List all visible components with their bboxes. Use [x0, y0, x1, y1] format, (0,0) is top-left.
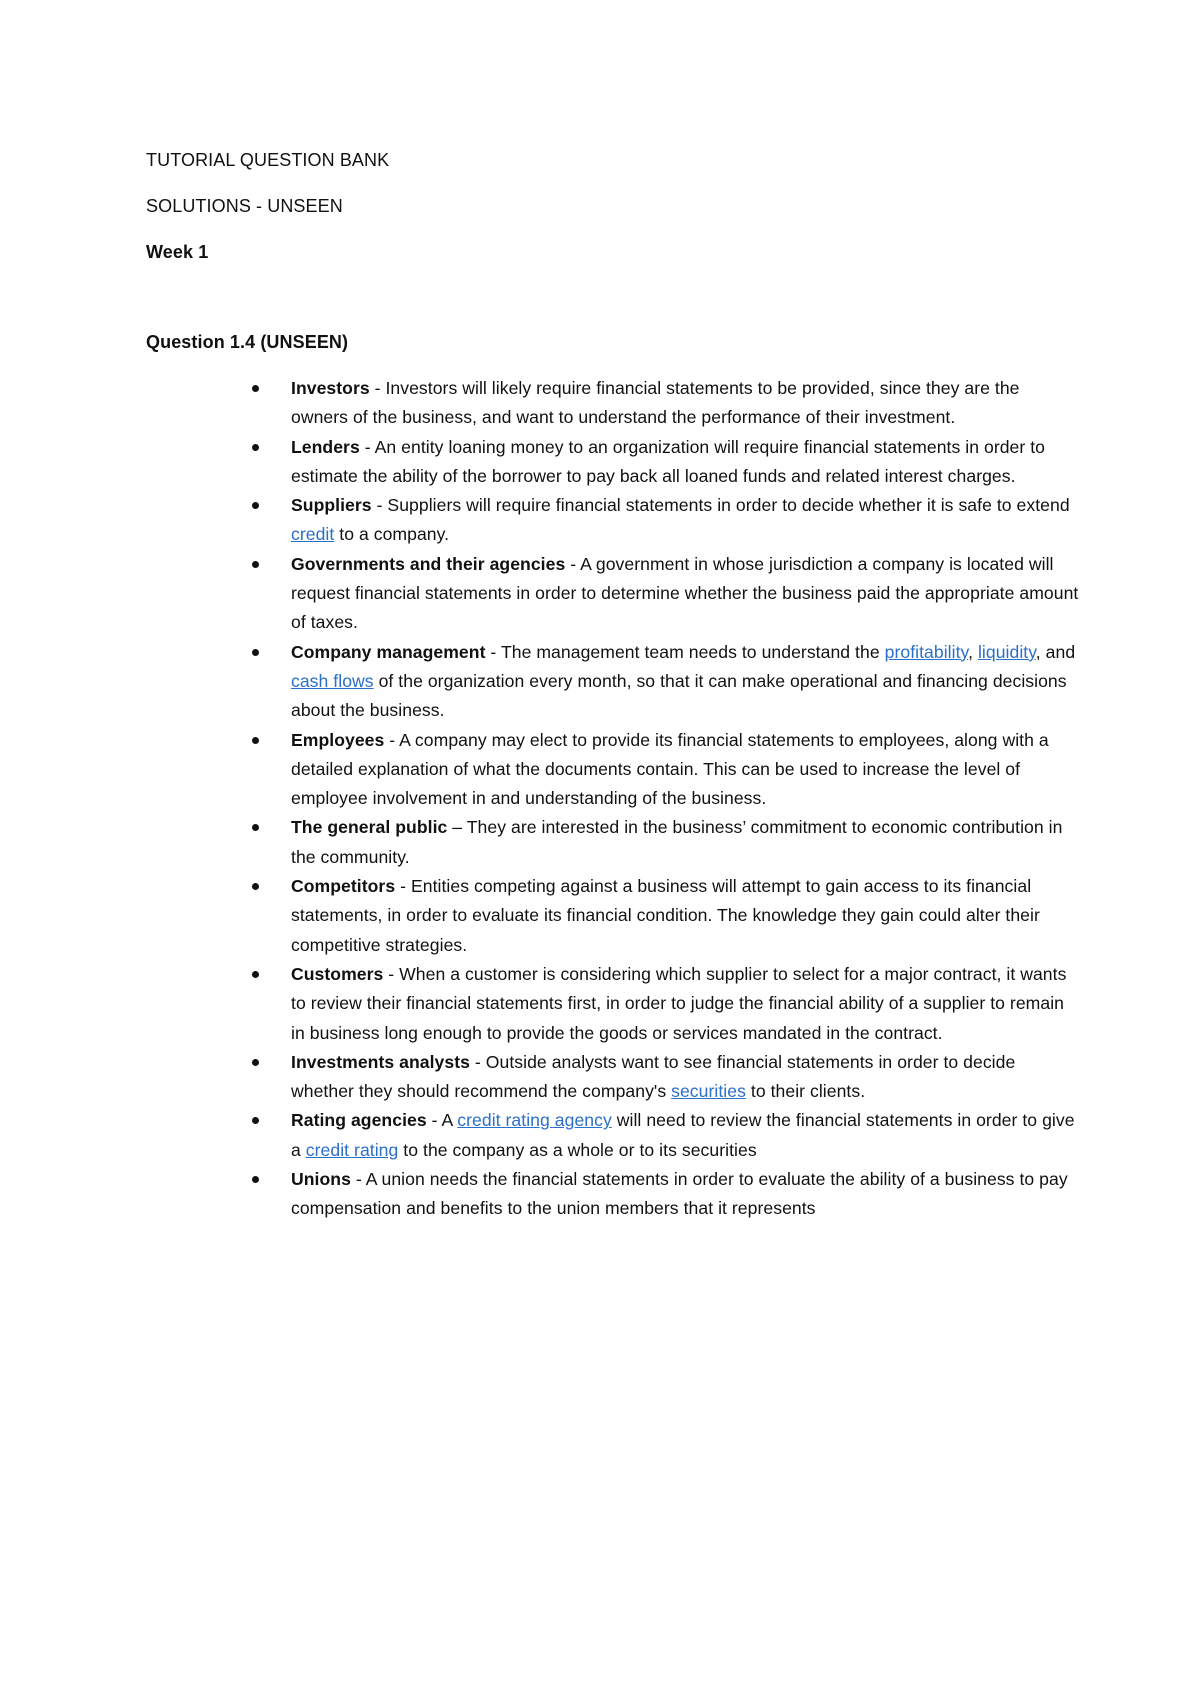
- bullet-icon: [252, 824, 259, 831]
- stakeholder-term: Employees: [291, 729, 385, 750]
- glossary-link[interactable]: liquidity: [977, 641, 1036, 662]
- stakeholder-term: Investments analysts: [291, 1051, 470, 1072]
- description-text: - An entity loaning money to an organization will require financial statements in order to estimate the ability of the borrower to pay back all loaned funds and related interest charges.: [291, 436, 1046, 486]
- glossary-link[interactable]: credit rating: [305, 1139, 399, 1160]
- list-item: [291, 550, 1081, 638]
- bullet-icon: [252, 1059, 259, 1066]
- stakeholder-term: Lenders: [291, 436, 360, 457]
- stakeholder-term: Unions: [291, 1169, 351, 1190]
- description-text: to their clients.: [745, 1081, 866, 1102]
- description-text: , and: [1035, 641, 1076, 662]
- description-text: - A: [426, 1110, 458, 1131]
- stakeholder-term: Investors: [291, 378, 370, 398]
- description-text: – They are interested in the business’ commitment to economic contribution in the community.: [291, 817, 1063, 867]
- glossary-link[interactable]: cash flows: [291, 670, 374, 691]
- list-item: [291, 813, 1081, 872]
- stakeholder-term: Customers: [291, 963, 384, 984]
- list-item: [291, 638, 1081, 726]
- description-text: - A company may elect to provide its financial statements to employees, along with a detailed explanation of what the documents contain. This can be used to increase the level of employee involvement in and understanding of the business.: [291, 729, 1049, 809]
- bullet-icon: [252, 971, 259, 978]
- list-item: [291, 433, 1081, 492]
- description-text: - Investors will likely require financial statements to be provided, since they are the owners of the business, and want to understand the performance of their investment.: [291, 378, 1020, 428]
- week-heading: Week 1: [146, 242, 209, 262]
- bullet-icon: [252, 649, 259, 656]
- description-text: - When a customer is considering which supplier to select for a major contract, it wants to review their financial statements first, in order to judge the financial ability of a supplier to remain in business long enough to provide the goods or services mandated in the contract.: [291, 963, 1067, 1043]
- description-text: to a company.: [334, 524, 450, 545]
- description-text: - A union needs the financial statements in order to evaluate the ability of a business to pay compensation and benefits to the union members that it represents: [291, 1169, 1068, 1219]
- description-text: - Entities competing against a business will attempt to gain access to its financial statements, in order to evaluate its financial condition. The knowledge they gain could alter their competitive strategies.: [291, 876, 1040, 955]
- bullet-icon: [252, 385, 259, 392]
- stakeholder-list: [291, 374, 1081, 1224]
- glossary-link[interactable]: securities: [671, 1081, 746, 1102]
- stakeholder-term: The general public: [291, 817, 448, 838]
- description-text: - Suppliers will require financial statements in order to decide whether it is safe to extend: [371, 495, 1070, 516]
- description-text: - A government in whose jurisdiction a company is located will request financial statements in order to determine whether the business paid the appropriate amount of taxes.: [291, 553, 1079, 633]
- description-text: to the company as a whole or to its securities: [398, 1139, 757, 1160]
- description-text: - The management team needs to understand the: [485, 641, 885, 662]
- bullet-icon: [252, 1117, 259, 1124]
- stakeholder-term: Competitors: [291, 876, 396, 897]
- stakeholder-term: Company management: [291, 641, 486, 662]
- document-title: TUTORIAL QUESTION BANK: [146, 150, 390, 170]
- glossary-link[interactable]: profitability: [884, 641, 969, 662]
- bullet-icon: [252, 561, 259, 568]
- list-item: [291, 1106, 1081, 1165]
- list-item: [291, 1048, 1081, 1107]
- list-item: [291, 374, 1081, 433]
- stakeholder-term: Governments and their agencies: [291, 553, 566, 574]
- document-subtitle: SOLUTIONS - UNSEEN: [146, 196, 343, 216]
- description-text: ,: [968, 641, 978, 662]
- bullet-icon: [252, 502, 259, 509]
- bullet-icon: [252, 444, 259, 451]
- list-item: [291, 1165, 1081, 1224]
- stakeholder-term: Suppliers: [291, 495, 372, 516]
- list-item: [291, 872, 1081, 960]
- description-text: will need to review the financial statements in order to give a: [291, 1110, 1075, 1160]
- stakeholder-term: Rating agencies: [291, 1110, 427, 1131]
- glossary-link[interactable]: credit rating agency: [457, 1110, 612, 1131]
- list-item: [291, 491, 1081, 550]
- glossary-link[interactable]: credit: [291, 524, 335, 545]
- list-item: [291, 960, 1081, 1048]
- description-text: of the organization every month, so that it can make operational and financing decisions about the business.: [291, 670, 1067, 721]
- bullet-icon: [252, 883, 259, 890]
- bullet-icon: [252, 1176, 259, 1183]
- question-heading: Question 1.4 (UNSEEN): [146, 332, 349, 352]
- description-text: - Outside analysts want to see financial statements in order to decide whether they should recommend the company's: [291, 1051, 1016, 1102]
- list-item: [291, 726, 1081, 814]
- bullet-icon: [252, 737, 259, 744]
